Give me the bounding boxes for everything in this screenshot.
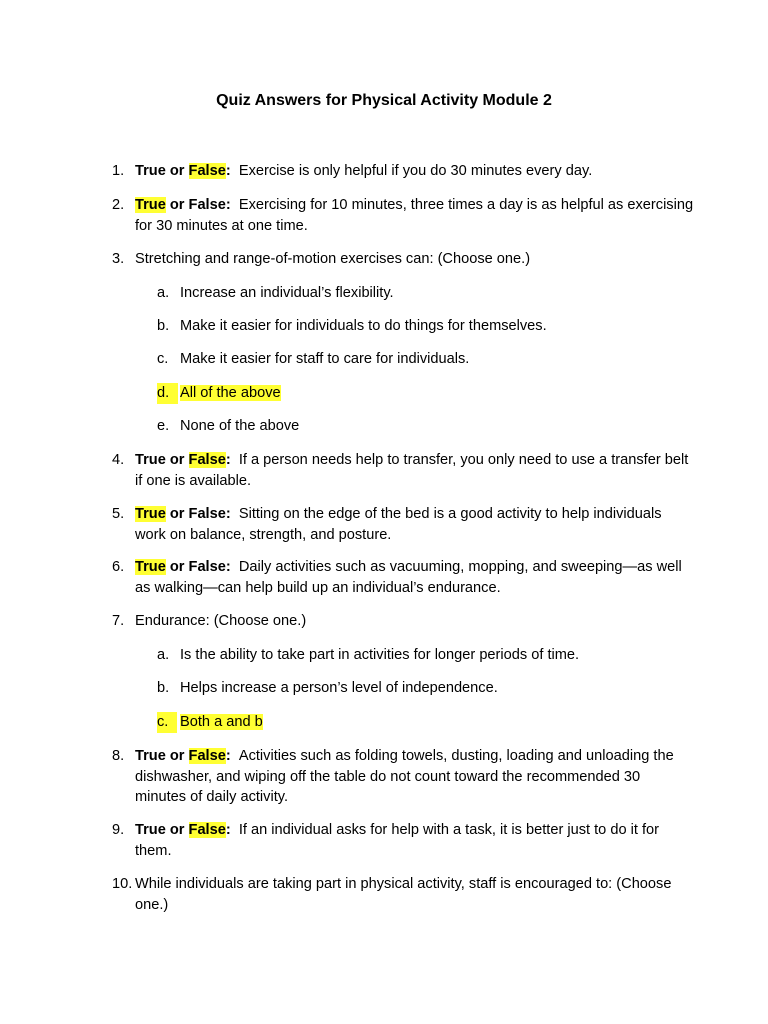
option-text: Is the ability to take part in activities for longer periods of time. (180, 647, 580, 663)
question-number: 3. (112, 251, 125, 267)
question-number: 8. (112, 748, 125, 764)
question-text: Sitting on the edge of the bed is a good activity to help individuals work on balance, strength, and posture. (135, 506, 662, 543)
true-false-label: True or False: (135, 452, 231, 468)
true-false-label: True or False: (135, 506, 231, 522)
option-text: All of the above (180, 385, 281, 401)
answer-highlight: True (135, 197, 166, 213)
question-number: 1. (112, 163, 125, 179)
answer-highlight: False (188, 822, 226, 838)
question-number: 4. (112, 452, 125, 468)
true-false-label: True or False: (135, 822, 231, 838)
answer-highlight: True (135, 559, 166, 575)
question-text: Daily activities such as vacuuming, mopping, and sweeping—as well as walking—can help build up an individual’s endurance. (135, 559, 682, 596)
question-number: 10. (112, 876, 133, 892)
true-false-label: True or False: (135, 559, 231, 575)
question-text: Exercise is only helpful if you do 30 minutes every day. (238, 163, 593, 179)
answer-highlight: True (135, 506, 166, 522)
true-false-label: True or False: (135, 163, 231, 179)
question-number: 5. (112, 506, 125, 522)
answer-highlight: False (188, 163, 226, 179)
answer-highlight: False (188, 748, 226, 764)
option-text: Helps increase a person’s level of independence. (180, 680, 498, 696)
option-text: None of the above (180, 418, 300, 434)
option-text: Both a and b (180, 714, 263, 730)
page-title: Quiz Answers for Physical Activity Module 2 (216, 92, 552, 109)
question-text: Stretching and range-of-motion exercises can: (Choose one.) (135, 251, 531, 267)
answer-highlight: False (188, 452, 226, 468)
question-text: If a person needs help to transfer, you only need to use a transfer belt if one is available. (135, 452, 689, 489)
true-false-label: True or False: (135, 748, 231, 764)
true-false-label: True or False: (135, 197, 231, 213)
question-text: Exercising for 10 minutes, three times a day is as helpful as exercising for 30 minutes at one time. (135, 197, 694, 234)
question-text: While individuals are taking part in physical activity, staff is encouraged to: (Choose one.) (135, 876, 672, 913)
question-number: 9. (112, 822, 125, 838)
option-text: Make it easier for staff to care for individuals. (180, 351, 470, 367)
question-number: 2. (112, 197, 125, 213)
option-text: Make it easier for individuals to do things for themselves. (180, 318, 547, 334)
question-number: 6. (112, 559, 125, 575)
question-text: Endurance: (Choose one.) (135, 613, 307, 629)
question-text: If an individual asks for help with a task, it is better just to do it for them. (135, 822, 660, 859)
question-text: Activities such as folding towels, dusting, loading and unloading the dishwasher, and wiping off the table do not count toward the recommended 30 minutes of daily activity. (135, 748, 674, 805)
option-text: Increase an individual’s flexibility. (180, 285, 394, 301)
question-number: 7. (112, 613, 125, 629)
